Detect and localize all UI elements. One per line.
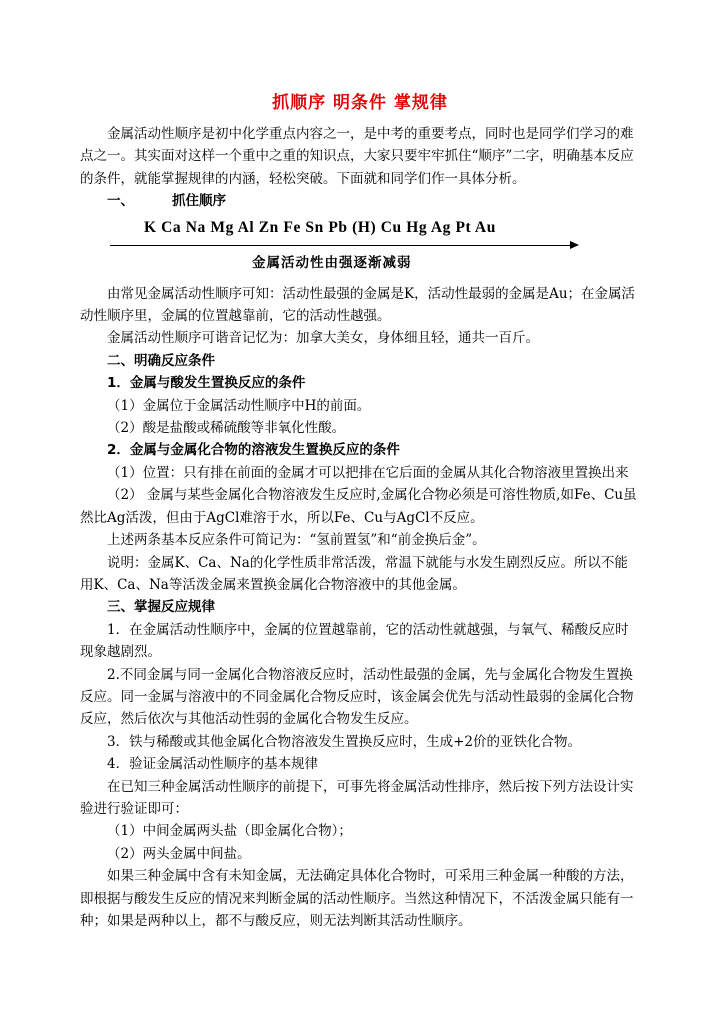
section1-number: 一、 [107,193,134,210]
list-item: （2）两头金属中间盐。 [107,845,251,862]
sub2-item1: （1）位置：只有排在前面的金属才可以把排在它后面的金属从其化合物溶液里置换出来 [107,464,629,481]
common-order-paragraph: 由常见金属活动性顺序可知：活动性最强的金属是K，活动性最弱的金属是Au；在金属活动性顺序里，金属的位置越靠前，它的活动性越强。 [80,285,636,325]
arrow-right-icon [570,241,579,249]
page-title: 抓顺序 明条件 掌规律 [272,93,448,113]
rule3-paragraph: 3．铁与稀酸或其他金属化合物溶液发生置换反应时，生成+2价的亚铁化合物。 [107,733,581,750]
intro-paragraph: 金属活动性顺序是初中化学重点内容之一，是中考的重要考点，同时也是同学们学习的难点之一。其实面对这样一个重中之重的知识点，大家只要牢牢抓住“顺序”二字，明确基本反应的条件，就能掌握规律的内涵，轻松突破。下面就和同学们作一具体分析。 [80,126,634,187]
section2-sub2-heading: 2．金属与金属化合物的溶液发生置换反应的条件 [107,442,400,459]
memory-paragraph: 上述两条基本反应条件可简记为：“氢前置氢”和“前金换后金”。 [107,532,486,549]
sub2-item2: （2） 金属与某些金属化合物溶液发生反应时,金属化合物必须是可溶性物质,如Fe、Cu虽然比Ag活泼，但由于AgCl难溶于水，所以Fe、Cu与AgCl不反应。 [80,487,637,526]
sequence-caption: 金属活动性由强逐渐减弱 [252,254,412,271]
rule1-paragraph: 1．在金属活动性顺序中，金属的位置越靠前，它的活动性就越强，与氧气、稀酸反应时现象越剧烈。 [80,621,629,661]
closing-paragraph: 如果三种金属中含有未知金属，无法确定具体化合物时，可采用三种金属一种酸的方法，即根据与酸发生反应的情况来判断金属的活动性顺序。当然这种情况下，不活泼金属只能有一种；如果是两种以上，都不与酸反应，则无法判断其活动性顺序。 [80,868,634,929]
list-item: （1）中间金属两头盐（即金属化合物）； [107,823,352,840]
note-paragraph: 说明：金属K、Ca、Na的化学性质非常活泼，常温下就能与水发生剧烈反应。所以不能用K、Ca、Na等活泼金属来置换金属化合物溶液中的其他金属。 [80,554,628,593]
rule2-paragraph: 2.不同金属与同一金属化合物溶液反应时，活动性最强的金属，先与金属化合物发生置换反应。同一金属与溶液中的不同金属化合物反应时，该金属会优先与活动性最弱的金属化合物反应，然后依次与其他活动性弱的金属化合物发生反应。 [80,666,634,728]
section2-sub1-heading: 1．金属与酸发生置换反应的条件 [107,375,306,392]
sequence-arrow-line [110,245,572,246]
rule4-paragraph: 在已知三种金属活动性顺序的前提下，可事先将金属活动性排序，然后按下列方法设计实验进行验证即可： [80,778,634,817]
section1-heading [80,190,640,212]
section1-title: 抓住顺序 [172,193,226,210]
activity-series-figure [80,215,640,277]
mnemonic-paragraph: 金属活动性顺序可谐音记忆为：加拿大美女，身体细且轻，通共一百斤。 [107,330,539,347]
section2-heading: 二、明确反应条件 [107,352,215,369]
rule4-heading: 4．验证金属活动性顺序的基本规律 [107,756,319,773]
document-page [80,88,640,932]
metal-sequence: K Ca Na Mg Al Zn Fe Sn Pb (H) Cu Hg Ag Pt Au [144,218,496,236]
list-item: （1）金属位于金属活动性顺序中H的前面。 [107,397,371,414]
list-item: （2）酸是盐酸或稀硫酸等非氧化性酸。 [107,420,346,437]
section3-heading: 三、掌握反应规律 [107,599,215,616]
